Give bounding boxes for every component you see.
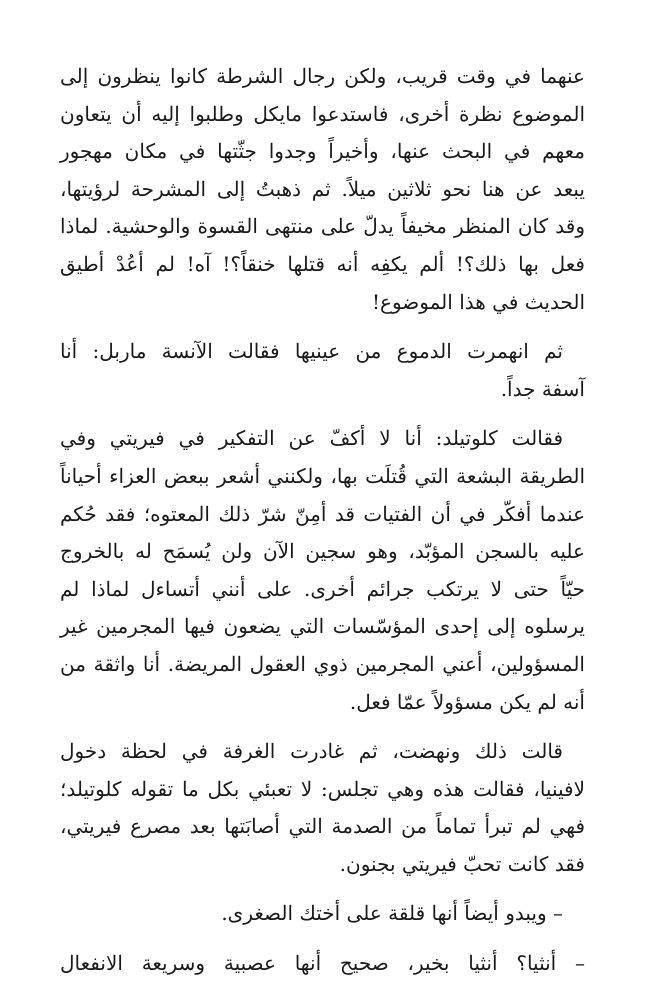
text-line: – أنثيا؟ أنثيا بخير، صحيح أنها عصبية وسريعة الانفعال [60, 951, 585, 976]
paragraph-1 [60, 58, 585, 321]
text-line: المسؤولين، أعني المجرمين ذوي العقول المريضة. أنا واثقة من [60, 651, 585, 676]
text-line: – ويبدو أيضاً أنها قلقة على أختك الصغرى. [221, 901, 563, 926]
text-line: الطريقة البشعة التي قُتلَت بها، ولكنني أشعر ببعض العزاء أحياناً [60, 463, 585, 488]
text-line: فعل بها ذلك؟! ألم يكفِه أنه قتلها خنقاً؟! آه! لم أعُدْ أطيق [60, 251, 585, 276]
text-line: آسفة جداً. [500, 376, 585, 401]
text-line: الموضوع نظرة أخرى، فاستدعوا مايكل وطلبوا إليه أن يتعاون [60, 101, 585, 126]
paragraph-2 [60, 333, 585, 408]
text-line: فقالت كلوتيلد: أنا لا أكفّ عن التفكير في فيريتي وفي [60, 426, 564, 451]
text-line: عندما أفكّر في أن الفتيات قد أمِنّ شرّ ذلك المعتوه؛ فقد حُكم [60, 501, 585, 526]
text-line: لافينيا، فقالت هذه وهي تجلس: لا تعبئي بكل ما تقوله كلوتيلد؛ [60, 776, 585, 801]
book-page [60, 58, 585, 995]
text-line: عنهما في وقت قريب، ولكن رجال الشرطة كانوا ينظرون إلى [60, 64, 585, 88]
text-line: قالت ذلك ونهضت، ثم غادرت الغرفة في لحظة دخول [60, 739, 563, 764]
paragraph-4 [60, 733, 585, 883]
text-line: وقد كان المنظر مخيفاً يدلّ على منتهى القسوة والوحشية. لماذا [60, 214, 585, 239]
text-line: يبعد عن هنا نحو ثلاثين ميلاً. ثم ذهبتُ إلى المشرحة لرؤيتها، [60, 176, 585, 201]
text-line: يرسلوه إلى إحدى المؤسّسات التي يضعون فيها المجرمين غير [60, 614, 585, 639]
paragraph-3 [60, 420, 585, 721]
text-line: معهم في البحث عنها، وأخيراً وجدوا جثّتها في مكان مهجور [60, 139, 585, 164]
dialogue-line-1 [60, 895, 585, 933]
text-line: الحديث في هذا الموضوع! [372, 289, 585, 314]
text-line: ثم انهمرت الدموع من عينيها فقالت الآنسة ماربل: أنا [60, 339, 563, 364]
dialogue-line-2 [60, 945, 585, 983]
text-line: فقد كانت تحبّ فيريتي بجنون. [339, 851, 585, 876]
text-line: حيّاً حتى لا يرتكب جرائم أخرى. على أنني أتساءل لماذا لم [60, 576, 585, 601]
text-line: أنه لم يكن مسؤولاً عمّا فعل. [349, 689, 585, 714]
text-line: عليه بالسجن المؤبّد، وهو سجين الآن ولن يُسمَح له بالخروج [60, 539, 585, 564]
text-line: فهي لم تبرأ تماماً من الصدمة التي أصابَتها بعد مصرع فيريتي، [60, 814, 585, 839]
